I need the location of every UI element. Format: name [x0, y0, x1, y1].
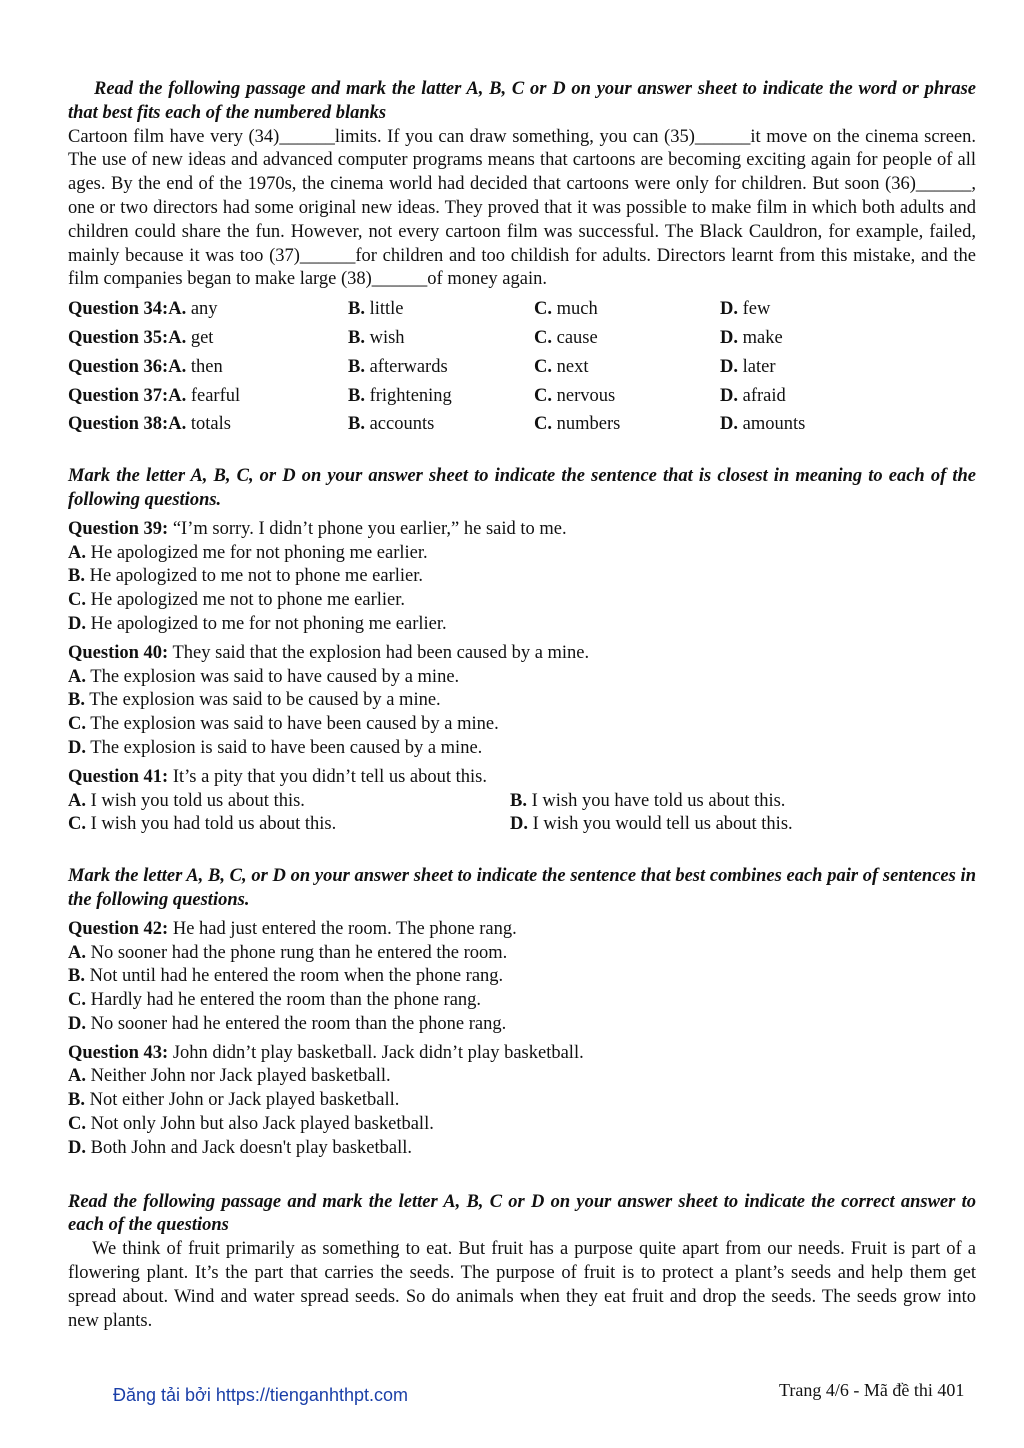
option-41-c: C. I wish you had told us about this. [68, 814, 337, 835]
question-43: Question 43: John didn’t play basketball. Jack didn’t play basketball. [68, 1042, 584, 1063]
option-42-c: C. Hardly had he entered the room than the phone rang. [68, 990, 482, 1011]
question-35: Question 35:A. get [68, 327, 214, 348]
option-38-d: D. amounts [720, 414, 806, 435]
question-39: Question 39: “I’m sorry. I didn’t phone you earlier,” he said to me. [68, 518, 567, 539]
source-link[interactable]: Đăng tải bởi https://tienganhthpt.com [113, 1385, 408, 1405]
option-42-d: D. No sooner had he entered the room than the phone rang. [68, 1013, 507, 1034]
option-36-d: D. later [720, 356, 776, 377]
option-35-c: C. cause [534, 327, 598, 348]
option-37-c: C. nervous [534, 385, 616, 406]
option-41-d: D. I wish you would tell us about this. [510, 814, 793, 835]
question-42: Question 42: He had just entered the room. The phone rang. [68, 918, 517, 939]
option-43-d: D. Both John and Jack doesn't play basketball. [68, 1137, 412, 1158]
option-37-b: B. frightening [348, 385, 452, 406]
question-37: Question 37:A. fearful [68, 385, 241, 406]
exam-page [68, 78, 976, 1333]
option-42-b: B. Not until had he entered the room when the phone rang. [68, 966, 504, 987]
cloze-options-table [68, 298, 976, 437]
option-38-c: C. numbers [534, 414, 621, 435]
options-41 [68, 790, 976, 838]
option-34-d: D. few [720, 299, 771, 320]
question-38: Question 38:A. totals [68, 414, 231, 435]
option-41-b: B. I wish you have told us about this. [510, 790, 786, 811]
option-43-a: A. Neither John nor Jack played basketball. [68, 1066, 391, 1087]
section-instruction: Mark the letter A, B, C, or D on your answer sheet to indicate the sentence that best combines each pair of sentences in the following questions. [68, 866, 976, 910]
option-42-a: A. No sooner had the phone rung than he entered the room. [68, 942, 508, 963]
option-41-a: A. I wish you told us about this. [68, 790, 305, 811]
question-40: Question 40: They said that the explosion had been caused by a mine. [68, 642, 590, 663]
question-34: Question 34:A. any [68, 299, 218, 320]
option-43-b: B. Not either John or Jack played basketball. [68, 1090, 400, 1111]
question-36: Question 36:A. then [68, 356, 223, 377]
page-number: Trang 4/6 - Mã đề thi 401 [779, 1380, 965, 1400]
section-instruction: Read the following passage and mark the letter A, B, C or D on your answer sheet to indicate the correct answer to each of the questions [68, 1191, 976, 1236]
option-36-c: C. next [534, 356, 589, 377]
option-40-c: C. The explosion was said to have been caused by a mine. [68, 714, 499, 735]
option-36-b: B. afterwards [348, 356, 448, 377]
option-39-b: B. He apologized to me not to phone me earlier. [68, 566, 424, 587]
option-38-b: B. accounts [348, 414, 435, 435]
option-37-d: D. afraid [720, 385, 786, 406]
option-39-c: C. He apologized me not to phone me earlier. [68, 590, 406, 611]
section-instruction: Read the following passage and mark the latter A, B, C or D on your answer sheet to indicate the word or phrase that best fits each of the numbered blanks [68, 79, 976, 123]
option-39-a: A. He apologized me for not phoning me earlier. [68, 542, 428, 563]
option-43-c: C. Not only John but also Jack played basketball. [68, 1114, 434, 1135]
option-35-d: D. make [720, 327, 783, 348]
cartoon-passage: Cartoon film have very (34)______limits. If you can draw something, you can (35)______it move on the cinema screen. The use of new ideas and advanced computer programs means that cartoons are becoming exciting again for people of all ages. By the end of the 1970s, the cinema world had decided that cartoons were only for children. But soon (36)______, one or two directors had some original new ideas. They proved that it was possible to make film in which both adults and children could share the fun. However, not every cartoon film was successful. The Black Cauldron, for example, failed, mainly because it was too (37)______for children and too childish for adults. Directors learnt from this mistake, and the film companies began to make large (38)______of money again. [68, 126, 976, 290]
option-40-d: D. The explosion is said to have been caused by a mine. [68, 737, 483, 758]
option-40-b: B. The explosion was said to be caused by a mine. [68, 690, 441, 711]
option-34-c: C. much [534, 299, 598, 320]
fruit-passage: We think of fruit primarily as something to eat. But fruit has a purpose quite apart from our needs. Fruit is part of a flowering plant. It’s the part that carries the seeds. The purpose of fruit is to protect a plant’s seeds and help them get spread about. Wind and water spread seeds. So do animals when they eat fruit and drop the seeds. The seeds grow into new plants. [68, 1239, 976, 1331]
option-35-b: B. wish [348, 327, 405, 348]
question-41: Question 41: It’s a pity that you didn’t tell us about this. [68, 766, 487, 787]
option-40-a: A. The explosion was said to have caused by a mine. [68, 666, 460, 687]
option-34-b: B. little [348, 299, 404, 320]
option-39-d: D. He apologized to me for not phoning me earlier. [68, 613, 447, 634]
section-instruction: Mark the letter A, B, C, or D on your answer sheet to indicate the sentence that is closest in meaning to each of the following questions. [68, 466, 976, 510]
